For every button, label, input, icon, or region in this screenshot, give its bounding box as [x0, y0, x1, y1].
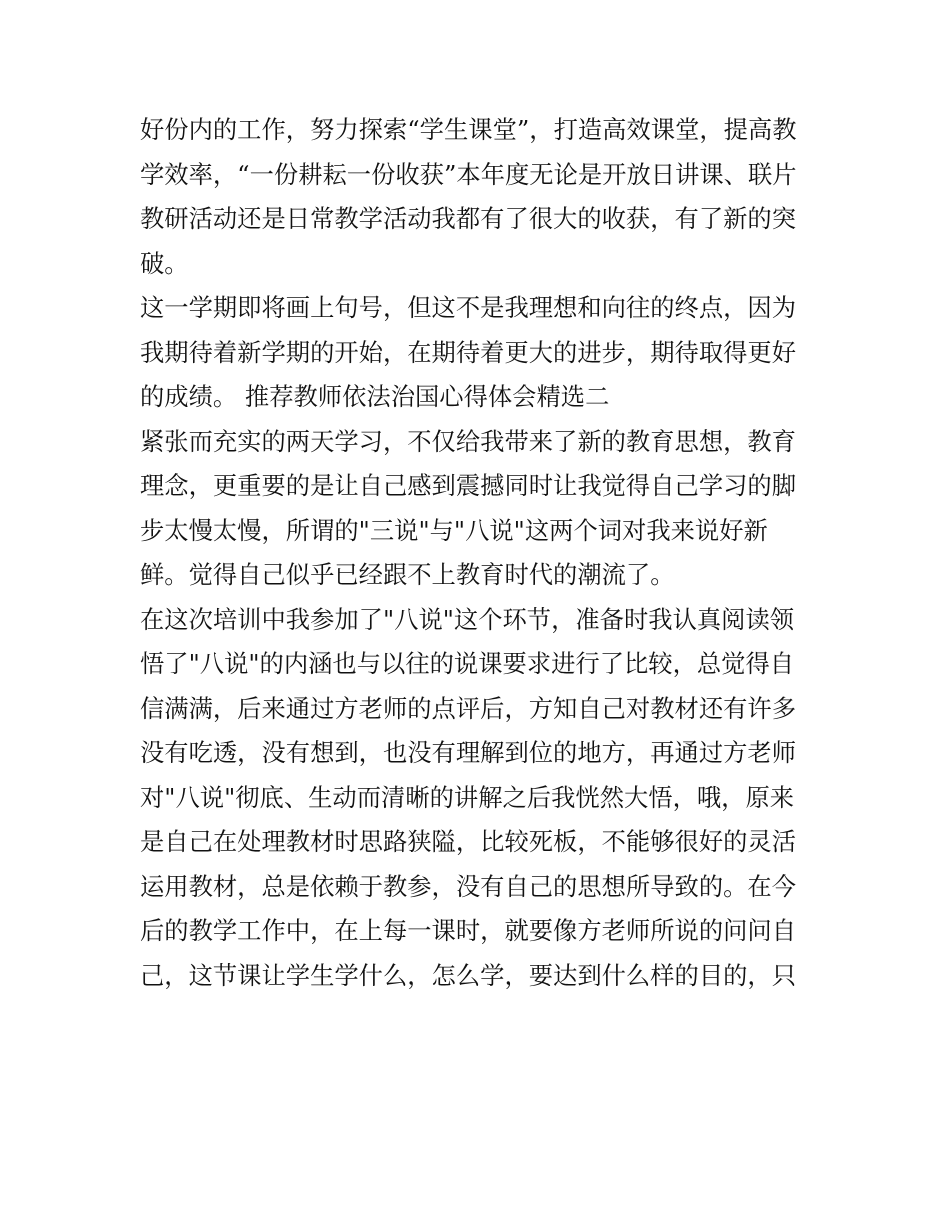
text-line-7: 的成绩。 推荐教师依法治国心得体会精选二 [140, 382, 610, 411]
document-body [140, 108, 830, 998]
text-line-10: 步太慢太慢，所谓的"三说"与"八说"这两个词对我来说好新 [140, 515, 768, 545]
text-line-14: 信满满，后来通过方老师的点评后，方知自己对教材还有许多 [140, 693, 797, 723]
text-line-3: 教研活动还是日常教学活动我都有了很大的收获，有了新的突 [140, 204, 797, 233]
text-line-2: 学效率，“一份耕耘一份收获”本年度无论是开放日讲课、联片 [140, 159, 797, 189]
text-line-15: 没有吃透，没有想到，也没有理解到位的地方，再通过方老师 [140, 738, 797, 767]
text-line-6: 我期待着新学期的开始，在期待着更大的进步，期待取得更好 [140, 337, 797, 367]
text-line-17: 是自己在处理教材时思路狭隘，比较死板，不能够很好的灵活 [140, 827, 797, 856]
text-line-8: 紧张而充实的两天学习，不仅给我带来了新的教育思想，教育 [140, 426, 797, 456]
text-line-19: 后的教学工作中，在上每一课时，就要像方老师所说的问问自 [140, 916, 797, 945]
text-line-4: 破。 [140, 248, 189, 278]
text-line-18: 运用教材，总是依赖于教参，没有自己的思想所导致的。在今 [140, 871, 797, 901]
text-line-1: 好份内的工作，努力探索“学生课堂”，打造高效课堂，提高教 [140, 115, 797, 144]
text-line-5: 这一学期即将画上句号，但这不是我理想和向往的终点，因为 [140, 293, 797, 322]
text-line-11: 鲜。觉得自己似乎已经跟不上教育时代的潮流了。 [140, 560, 675, 589]
text-line-12: 在这次培训中我参加了"八说"这个环节，准备时我认真阅读领 [140, 604, 795, 634]
text-line-13: 悟了"八说"的内涵也与以往的说课要求进行了比较，总觉得自 [140, 649, 795, 678]
text-line-16: 对"八说"彻底、生动而清晰的讲解之后我恍然大悟，哦，原来 [140, 782, 795, 812]
text-line-20: 己，这节课让学生学什么，怎么学，要达到什么样的目的，只 [140, 960, 797, 990]
text-line-9: 理念，更重要的是让自己感到震撼同时让我觉得自己学习的脚 [140, 471, 797, 500]
